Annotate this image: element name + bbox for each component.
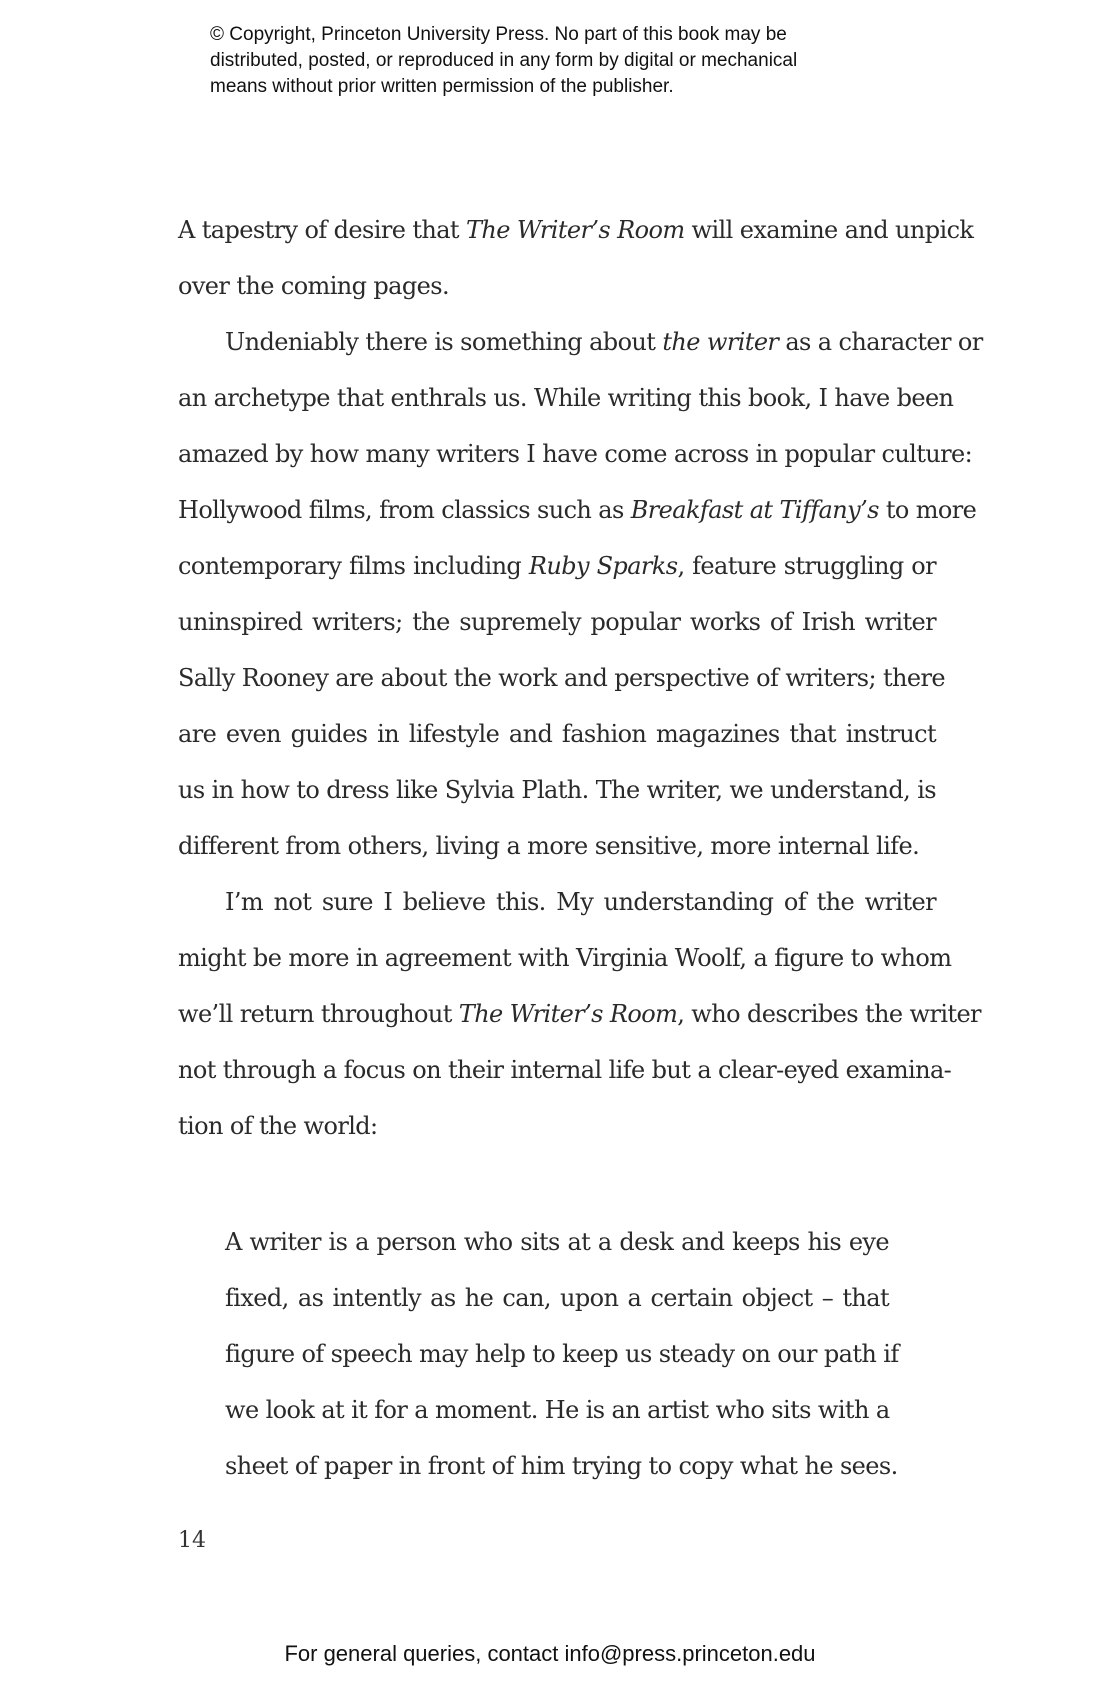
block-quote (225, 1214, 899, 1494)
text-line: amazed by how many writers I have come across in popular culture: (178, 440, 973, 468)
text-line: are even guides in lifestyle and fashion magazines that instruct (178, 720, 936, 748)
quote-line: we look at it for a moment. He is an artist who sits with a (225, 1396, 890, 1424)
copyright-notice (210, 22, 930, 100)
footer-contact: For general queries, contact info@press.princeton.edu (284, 1641, 816, 1666)
text-line: uninspired writers; the supremely popular works of Irish writer (178, 608, 936, 636)
copyright-line: distributed, posted, or reproduced in any form by digital or mechanical (210, 50, 798, 71)
text-line: Undeniably there is something about the writer as a character or (225, 328, 983, 356)
quote-line: fixed, as intently as he can, upon a certain object – that (225, 1284, 889, 1312)
text-line: Hollywood films, from classics such as Breakfast at Tiffany’s to more (178, 496, 977, 524)
text-line: I’m not sure I believe this. My understanding of the writer (225, 888, 936, 916)
text-line: not through a focus on their internal life but a clear-eyed examina- (178, 1056, 952, 1084)
text-line: A tapestry of desire that The Writer’s Room will examine and unpick (178, 216, 974, 244)
quote-line: A writer is a person who sits at a desk and keeps his eye (225, 1228, 889, 1256)
text-line: different from others, living a more sensitive, more internal life. (178, 832, 920, 860)
text-line: over the coming pages. (178, 272, 450, 300)
body-text (178, 202, 983, 1154)
text-line: might be more in agreement with Virginia Woolf, a figure to whom (178, 944, 952, 972)
text-line: Sally Rooney are about the work and perspective of writers; there (178, 664, 945, 692)
text-line: an archetype that enthrals us. While writing this book, I have been (178, 384, 954, 412)
text-line: contemporary films including Ruby Sparks, feature struggling or (178, 552, 936, 580)
copyright-line: © Copyright, Princeton University Press. No part of this book may be (210, 24, 787, 45)
text-line: we’ll return throughout The Writer’s Room, who describes the writer (178, 1000, 981, 1028)
quote-line: sheet of paper in front of him trying to copy what he sees. (225, 1452, 898, 1480)
text-line: us in how to dress like Sylvia Plath. The writer, we understand, is (178, 776, 936, 804)
text-line: tion of the world: (178, 1112, 378, 1140)
copyright-line: means without prior written permission of the publisher. (210, 76, 674, 97)
page-number: 14 (178, 1528, 206, 1553)
quote-line: figure of speech may help to keep us steady on our path if (225, 1340, 899, 1368)
